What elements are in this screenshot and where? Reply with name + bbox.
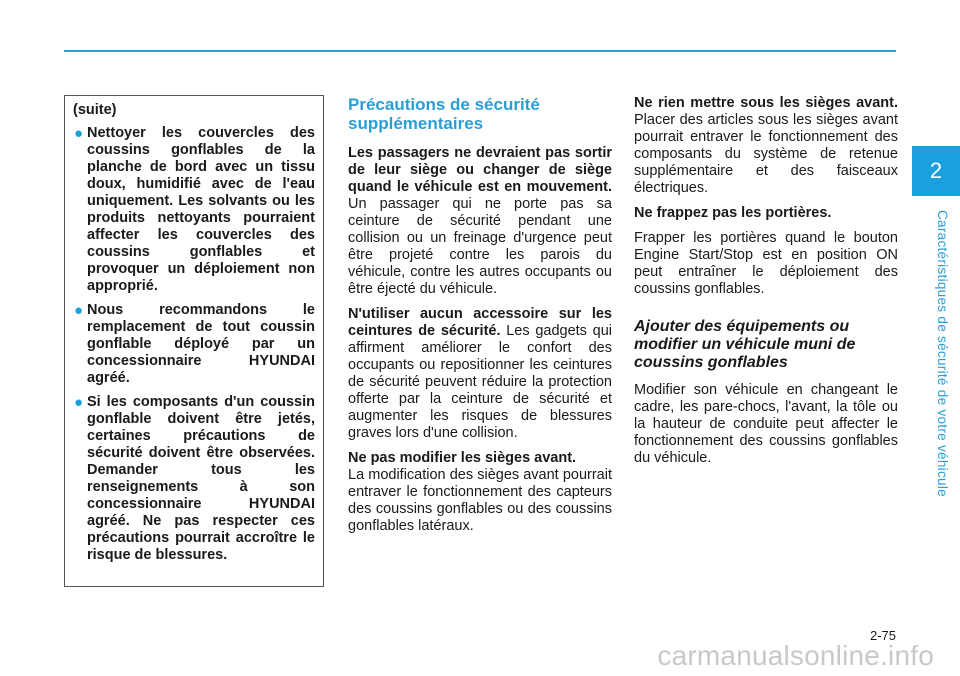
- chapter-title: Caractéristiques de sécurité de votre véhicule: [935, 210, 950, 497]
- paragraph-lead: Ne rien mettre sous les sièges avant.: [634, 95, 898, 111]
- watermark: carmanualsonline.info: [657, 640, 934, 671]
- paragraph-passengers: [348, 145, 612, 298]
- list-item: [73, 302, 315, 387]
- paragraph-body: Un passager qui ne porte pas sa ceinture de sécurité pendant une collision ou un freinage d'urgence peut être projeté contre les parois du véhicule, contre les autres occupants ou être éjecté du véhicule.: [348, 196, 612, 297]
- paragraph-lead: Les passagers ne devraient pas sortir de leur siège ou changer de siège quand le véhicule est en mouvement.: [348, 145, 612, 195]
- paragraph-accessories: [348, 306, 612, 442]
- paragraph-modify: Modifier son véhicule en changeant le cadre, les pare-chocs, l'avant, la tôle ou la hauteur de conduite peut affecter le fonctionnement des coussins gonflables du véhicule.: [634, 382, 898, 466]
- paragraph-seats: [348, 450, 612, 535]
- chapter-number: 2: [929, 158, 943, 183]
- section-heading: Précautions de sécurité supplémentaires: [348, 95, 540, 133]
- paragraph-doors-body: Frapper les portières quand le bouton Engine Start/Stop est en position ON peut entraîner le déploiement des coussins gonflables.: [634, 230, 898, 297]
- list-item-text: Nettoyer les couvercles des coussins gonflables de la planche de bord avec un tissu doux, humidifié avec de l'eau uniquement. Les solvants ou les produits nettoyants pourraient affecter les couvercles des coussins gonflables et provoquer un déploiement non approprié.: [87, 125, 315, 294]
- paragraph-body: Placer des articles sous les sièges avant pourrait entraver le fonctionnement des composants du système de retenue supplémentaire et des faisceaux électriques.: [634, 112, 898, 196]
- bullet-icon: ●: [74, 394, 84, 411]
- list-item-text: Nous recommandons le remplacement de tout coussin gonflable déployé par un concessionnaire HYUNDAI agréé.: [87, 302, 315, 386]
- right-column: [634, 95, 898, 475]
- list-item: [73, 125, 315, 295]
- paragraph-doors-lead: [634, 205, 898, 222]
- paragraph-lead: Ne frappez pas les portières.: [634, 205, 832, 221]
- paragraph-under-seats: [634, 95, 898, 197]
- page-number: 2-75: [869, 628, 896, 643]
- warning-header: (suite): [73, 102, 117, 118]
- warning-list: [73, 125, 315, 564]
- paragraph-lead: N'utiliser aucun accessoire sur les ceintures de sécurité.: [348, 306, 612, 339]
- list-item: [73, 394, 315, 564]
- subsection-heading: Ajouter des équipements ou modifier un véhicule muni de coussins gonflables: [634, 318, 856, 371]
- top-rule: [64, 50, 896, 52]
- chapter-tab: [912, 146, 960, 196]
- bullet-icon: ●: [74, 302, 84, 319]
- warning-box: [64, 95, 324, 587]
- list-item-text: Si les composants d'un coussin gonflable doivent être jetés, certaines précautions de sécurité doivent être observées. Demander tous les renseignements à son concessionnaire HYUNDAI agréé. Ne pas respecter ces précautions pourrait accroître le risque de blessures.: [87, 394, 315, 563]
- paragraph-body: La modification des sièges avant pourrait entraver le fonctionnement des capteurs des coussins gonflables ou des coussins gonflables latéraux.: [348, 467, 612, 534]
- paragraph-lead: Ne pas modifier les sièges avant.: [348, 450, 577, 466]
- paragraph-body: Les gadgets qui affirment améliorer le confort des occupants ou repositionner les ceintures de sécurité peuvent réduire la protection offerte par la ceinture de sécurité et augmenter les risques de blessures graves lors d'une collision.: [348, 323, 613, 441]
- bullet-icon: ●: [74, 125, 84, 142]
- middle-column: [348, 95, 612, 543]
